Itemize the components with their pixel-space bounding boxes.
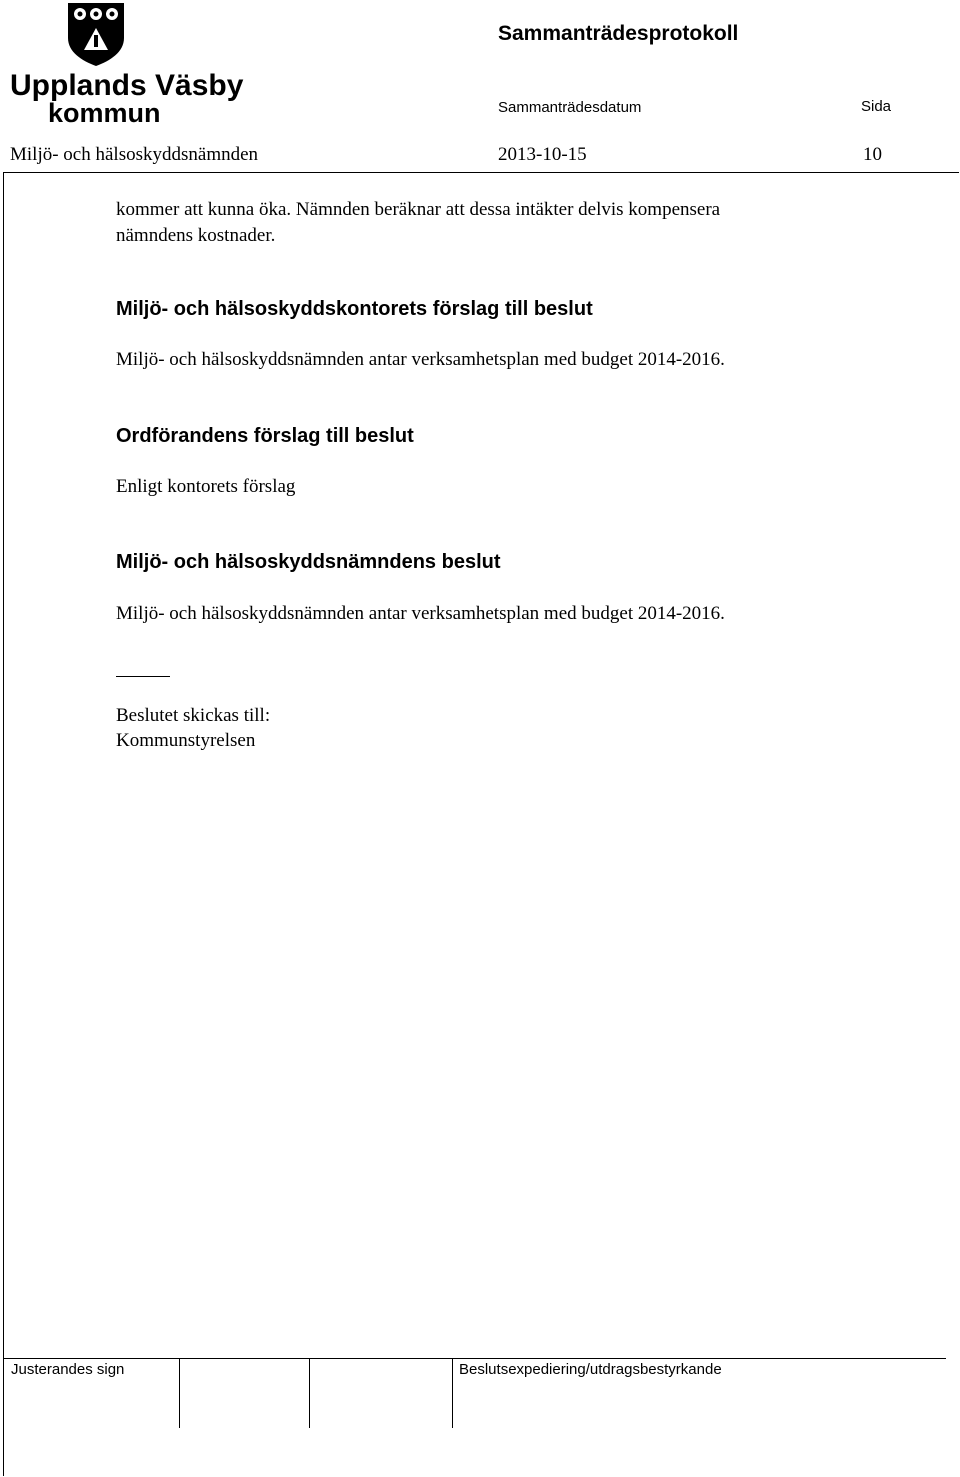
sent-to-recipient: Kommunstyrelsen	[116, 730, 256, 751]
section-text-office-proposal: Miljö- och hälsoskyddsnämnden antar verksamhetsplan med budget 2014-2016.	[116, 349, 725, 370]
footer-sign-label: Justerandes sign	[11, 1361, 125, 1378]
committee-name: Miljö- och hälsoskyddsnämnden	[10, 144, 259, 165]
section-heading-office-proposal: Miljö- och hälsoskyddskontorets förslag till beslut	[116, 298, 593, 320]
section-heading-decision: Miljö- och hälsoskyddsnämndens beslut	[116, 551, 501, 573]
footer-sign-box-divider-1	[179, 1358, 180, 1428]
footer-expedition-label: Beslutsexpediering/utdragsbestyrkande	[459, 1361, 722, 1378]
header-divider	[3, 172, 959, 173]
intro-line-2: nämndens kostnader.	[116, 225, 276, 246]
document-type: Sammanträdesprotokoll	[498, 22, 739, 45]
intro-line-1: kommer att kunna öka. Nämnden beräknar att dessa intäkter delvis kompensera	[116, 199, 721, 220]
municipality-logo	[10, 2, 244, 128]
short-divider	[116, 676, 170, 677]
svg-text:kommun: kommun	[48, 98, 161, 128]
footer-sign-box-divider-2	[309, 1358, 310, 1428]
svg-text:Upplands Väsby: Upplands Väsby	[10, 69, 244, 102]
coat-of-arms-icon	[10, 2, 244, 128]
footer-sign-box-divider-3	[452, 1358, 453, 1428]
section-heading-chair-proposal: Ordförandens förslag till beslut	[116, 425, 414, 447]
sent-to-label: Beslutet skickas till:	[116, 705, 271, 726]
date-label: Sammanträdesdatum	[498, 99, 642, 116]
footer-divider	[3, 1358, 946, 1359]
meeting-date: 2013-10-15	[498, 144, 587, 165]
left-margin-line	[3, 172, 4, 1476]
section-text-decision: Miljö- och hälsoskyddsnämnden antar verksamhetsplan med budget 2014-2016.	[116, 603, 725, 624]
page-label: Sida	[861, 98, 892, 115]
section-text-chair-proposal: Enligt kontorets förslag	[116, 476, 296, 497]
page-number: 10	[863, 144, 882, 165]
